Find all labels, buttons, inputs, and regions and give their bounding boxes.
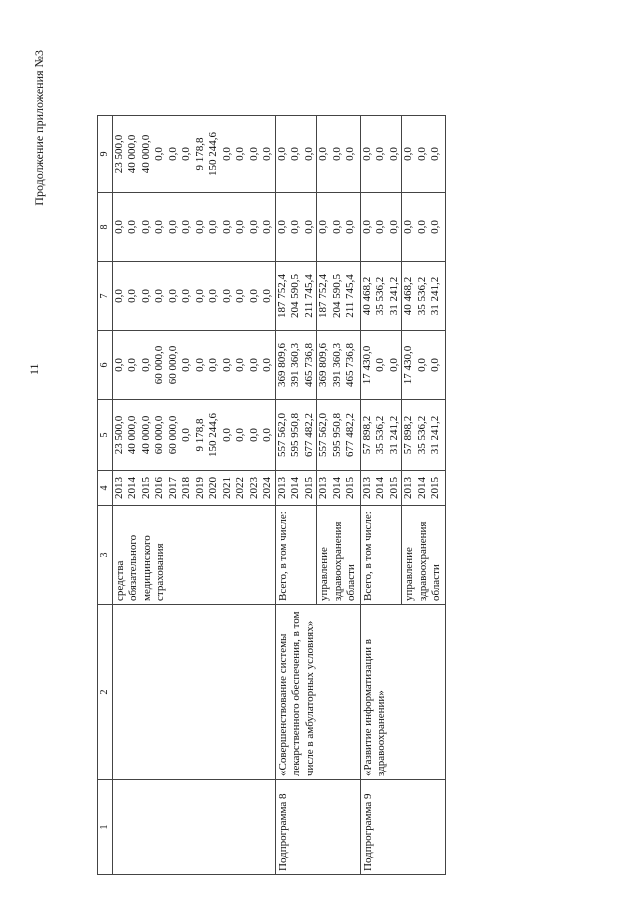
cell-value: 0,0	[180, 147, 192, 161]
cell-value: 2014	[330, 477, 343, 499]
cell-value: 0,0	[275, 220, 288, 234]
cell-value: 0,0	[344, 147, 356, 161]
cell-value: 0,0	[261, 358, 273, 372]
cell-value: 0,0	[220, 147, 233, 161]
cell-value: 57 898,2	[402, 415, 414, 455]
source-label: управление здравоохранения области	[317, 506, 361, 605]
year-list	[402, 471, 446, 506]
cell-value: 35 536,2	[415, 415, 428, 455]
cell-value: 31 241,2	[387, 276, 400, 316]
cell-value: 2015	[139, 477, 152, 499]
cell-value: 465 736,8	[302, 343, 315, 387]
value-list	[402, 193, 446, 262]
cell-value: 0,0	[387, 147, 400, 161]
cell-value: 9 178,8	[193, 418, 206, 452]
cell-value: 0,0	[261, 147, 273, 161]
value-list	[112, 193, 275, 262]
cell-value: 0,0	[139, 220, 152, 234]
cell-value: 0,0	[180, 358, 192, 372]
cell-value: 0,0	[220, 358, 233, 372]
cell-value: 677 482,2	[302, 413, 315, 457]
cell-value: 0,0	[261, 428, 273, 442]
value-list	[360, 193, 402, 262]
cell-value: 0,0	[234, 220, 246, 234]
value-list	[317, 400, 361, 471]
cell-value: 187 752,4	[275, 274, 288, 318]
cell-value: 369 809,6	[275, 343, 288, 387]
cell-value: 60 000,0	[166, 345, 179, 385]
cell-value: 0,0	[153, 289, 165, 303]
cell-value: 0,0	[387, 220, 400, 234]
cell-value: 60 000,0	[153, 345, 165, 385]
cell-value: 2018	[180, 477, 192, 499]
cell-value: 0,0	[317, 220, 329, 234]
cell-value: 17 430,0	[402, 345, 414, 385]
cell-value: 211 745,4	[302, 274, 315, 318]
cell-value: 0,0	[247, 220, 260, 234]
cell-value: 31 241,2	[387, 415, 400, 455]
cell-value: 0,0	[180, 289, 192, 303]
cell-value: 0,0	[415, 358, 428, 372]
value-list	[402, 331, 446, 400]
cell-value: 204 590,5	[330, 274, 343, 318]
cell-value: 0,0	[220, 220, 233, 234]
cell-value: 369 809,6	[317, 343, 329, 387]
cell-value: 0,0	[317, 147, 329, 161]
cell-value: 0,0	[289, 220, 301, 234]
cell-value: 595 950,8	[330, 413, 343, 457]
cell-value: 0,0	[429, 358, 441, 372]
column-number-row	[98, 116, 113, 875]
cell-value: 2013	[360, 477, 373, 499]
cell-value: 40 000,0	[126, 134, 138, 174]
subprogram-title: «Развитие информатизации в здравоохранении»	[360, 605, 445, 780]
cell-value: 0,0	[429, 220, 441, 234]
cell-value: 40 000,0	[139, 415, 152, 455]
cell-value: 0,0	[344, 220, 356, 234]
cell-value: 211 745,4	[344, 274, 356, 318]
cell-value: 465 736,8	[344, 343, 356, 387]
cell-value: 2013	[112, 477, 125, 499]
cell-value: 0,0	[126, 220, 138, 234]
value-list	[275, 262, 317, 331]
value-list	[275, 400, 317, 471]
cell-value: 2024	[261, 477, 273, 499]
cell-value: 35 536,2	[415, 276, 428, 316]
subprogram-title: «Совершенствование системы лекарственного обеспечения, в том числе в амбулаторных условиях»	[275, 605, 360, 780]
cell-value: 23 500,0	[112, 415, 125, 455]
year-list	[112, 471, 275, 506]
source-label: Всего, в том числе:	[275, 506, 317, 605]
col-number: 4	[98, 471, 113, 506]
cell-value: 0,0	[302, 220, 315, 234]
cell-value: 0,0	[261, 289, 273, 303]
value-list	[360, 262, 402, 331]
cell-value: 0,0	[402, 220, 414, 234]
col-number: 5	[98, 400, 113, 471]
cell-value: 0,0	[193, 220, 206, 234]
col-number: 7	[98, 262, 113, 331]
cell-value: 2014	[126, 477, 138, 499]
cell-value: 35 536,2	[374, 415, 386, 455]
value-list	[112, 116, 275, 193]
cell-value: 557 562,0	[317, 413, 329, 457]
cell-value: 0,0	[374, 358, 386, 372]
cell-value: 31 241,2	[429, 276, 441, 316]
cell-value: 2020	[207, 477, 219, 499]
cell-value: 0,0	[360, 220, 373, 234]
value-list	[275, 193, 317, 262]
empty-cell	[112, 780, 275, 875]
cell-value: 0,0	[275, 147, 288, 161]
cell-value: 0,0	[153, 220, 165, 234]
source-label: Всего, в том числе:	[360, 506, 402, 605]
col-number: 9	[98, 116, 113, 193]
value-list	[317, 262, 361, 331]
cell-value: 0,0	[207, 289, 219, 303]
value-list	[317, 116, 361, 193]
cell-value: 2021	[220, 477, 233, 499]
value-list	[112, 400, 275, 471]
cell-value: 2013	[317, 477, 329, 499]
cell-value: 677 482,2	[344, 413, 356, 457]
cell-value: 2015	[344, 477, 356, 499]
cell-value: 0,0	[289, 147, 301, 161]
cell-value: 2017	[166, 477, 179, 499]
cell-value: 557 562,0	[275, 413, 288, 457]
cell-value: 0,0	[261, 220, 273, 234]
cell-value: 0,0	[415, 220, 428, 234]
cell-value: 0,0	[387, 358, 400, 372]
cell-value: 0,0	[402, 147, 414, 161]
cell-value: 2014	[415, 477, 428, 499]
cell-value: 2013	[402, 477, 414, 499]
cell-value: 0,0	[302, 147, 315, 161]
cell-value: 0,0	[126, 289, 138, 303]
year-list	[275, 471, 317, 506]
cell-value: 2014	[289, 477, 301, 499]
cell-value: 0,0	[112, 358, 125, 372]
table-row	[112, 116, 275, 875]
subprogram-name: Подпрограмма 9	[360, 780, 445, 875]
cell-value: 150 244,6	[207, 132, 219, 176]
cell-value: 40 000,0	[126, 415, 138, 455]
cell-value: 0,0	[247, 289, 260, 303]
col-number: 8	[98, 193, 113, 262]
year-list	[360, 471, 402, 506]
value-list	[112, 262, 275, 331]
cell-value: 0,0	[126, 358, 138, 372]
col-number: 6	[98, 331, 113, 400]
value-list	[402, 116, 446, 193]
cell-value: 2022	[234, 477, 246, 499]
cell-value: 40 468,2	[360, 276, 373, 316]
col-number: 2	[98, 605, 113, 780]
cell-value: 57 898,2	[360, 415, 373, 455]
cell-value: 2023	[247, 477, 260, 499]
cell-value: 204 590,5	[289, 274, 301, 318]
cell-value: 0,0	[193, 358, 206, 372]
cell-value: 17 430,0	[360, 345, 373, 385]
cell-value: 60 000,0	[153, 415, 165, 455]
cell-value: 0,0	[374, 220, 386, 234]
cell-value: 0,0	[415, 147, 428, 161]
cell-value: 595 950,8	[289, 413, 301, 457]
value-list	[360, 400, 402, 471]
cell-value: 60 000,0	[166, 415, 179, 455]
cell-value: 0,0	[180, 428, 192, 442]
cell-value: 0,0	[193, 289, 206, 303]
cell-value: 0,0	[234, 358, 246, 372]
cell-value: 2013	[275, 477, 288, 499]
cell-value: 2016	[153, 477, 165, 499]
cell-value: 0,0	[166, 147, 179, 161]
cell-value: 187 752,4	[317, 274, 329, 318]
cell-value: 150 244,6	[207, 413, 219, 457]
cell-value: 31 241,2	[429, 415, 441, 455]
cell-value: 0,0	[112, 289, 125, 303]
cell-value: 0,0	[234, 289, 246, 303]
cell-value: 2015	[429, 477, 441, 499]
cell-value: 0,0	[360, 147, 373, 161]
year-list	[317, 471, 361, 506]
cell-value: 0,0	[112, 220, 125, 234]
cell-value: 0,0	[166, 289, 179, 303]
cell-value: 0,0	[247, 147, 260, 161]
cell-value: 0,0	[220, 289, 233, 303]
cell-value: 2015	[387, 477, 400, 499]
cell-value: 23 500,0	[112, 134, 125, 174]
cell-value: 0,0	[234, 428, 246, 442]
cell-value: 0,0	[139, 358, 152, 372]
cell-value: 2015	[302, 477, 315, 499]
table-row	[275, 116, 317, 875]
cell-value: 40 000,0	[139, 134, 152, 174]
cell-value: 0,0	[330, 147, 343, 161]
cell-value: 0,0	[207, 358, 219, 372]
appendix-caption: Продолжение приложения №3	[32, 50, 46, 206]
cell-value: 2014	[374, 477, 386, 499]
value-list	[402, 262, 446, 331]
value-list	[275, 331, 317, 400]
value-list	[275, 116, 317, 193]
value-list	[317, 193, 361, 262]
col-number: 3	[98, 506, 113, 605]
value-list	[112, 331, 275, 400]
cell-value: 0,0	[166, 220, 179, 234]
cell-value: 40 468,2	[402, 276, 414, 316]
cell-value: 391 360,3	[330, 343, 343, 387]
value-list	[317, 331, 361, 400]
page-number: 11	[27, 363, 41, 375]
cell-value: 0,0	[429, 147, 441, 161]
source-label: управление здравоохранения области	[402, 506, 446, 605]
cell-value: 0,0	[247, 428, 260, 442]
cell-value: 391 360,3	[289, 343, 301, 387]
cell-value: 2019	[193, 477, 206, 499]
cell-value: 0,0	[139, 289, 152, 303]
cell-value: 0,0	[247, 358, 260, 372]
value-list	[360, 331, 402, 400]
col-number: 1	[98, 780, 113, 875]
cell-value: 0,0	[207, 220, 219, 234]
value-list	[360, 116, 402, 193]
empty-cell	[112, 605, 275, 780]
cell-value: 0,0	[153, 147, 165, 161]
cell-value: 0,0	[330, 220, 343, 234]
value-list	[402, 400, 446, 471]
budget-table	[97, 115, 446, 875]
cell-value: 9 178,8	[193, 137, 206, 171]
cell-value: 0,0	[234, 147, 246, 161]
cell-value: 0,0	[220, 428, 233, 442]
cell-value: 35 536,2	[374, 276, 386, 316]
source-label: средства обязательного медицинского страхования	[112, 506, 275, 605]
cell-value: 0,0	[180, 220, 192, 234]
table-row	[360, 116, 402, 875]
cell-value: 0,0	[374, 147, 386, 161]
subprogram-name: Подпрограмма 8	[275, 780, 360, 875]
